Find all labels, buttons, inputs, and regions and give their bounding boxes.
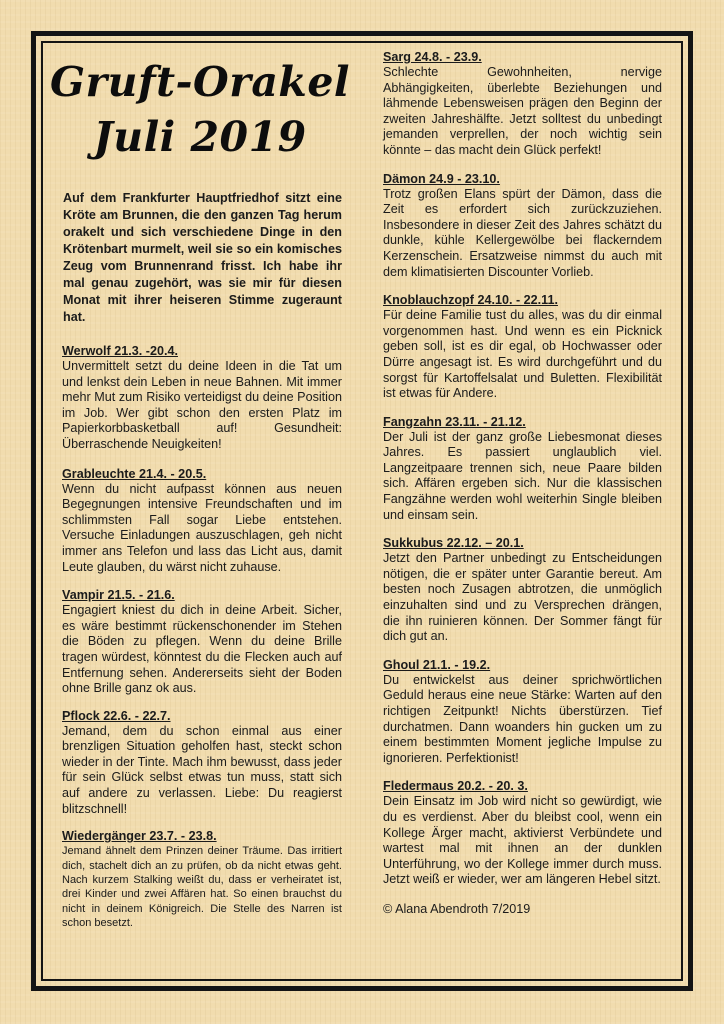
horoscope-entry-fledermaus <box>383 779 662 888</box>
entry-heading: Werwolf 21.3. -20.4. <box>62 344 178 358</box>
horoscope-entry-pflock <box>62 709 342 818</box>
left-column <box>62 344 342 931</box>
horoscope-entry-ghoul <box>383 658 662 767</box>
entry-text: Trotz großen Elans spürt der Dämon, dass die Zeit es erfordert sich zurückzuziehen. Insbesondere in dieser Zeit des Jahres schätzt du dunkle, kühle Kellergewölbe bei flackerndem Kerzenschein. Ersatzweise nimmst du auch mit dem klimatisierten Discounter Vorlieb. <box>383 186 662 279</box>
entry-heading: Wiedergänger 23.7. - 23.8. <box>62 829 217 844</box>
entry-heading: Pflock 22.6. - 22.7. <box>62 708 171 723</box>
entry-text: Der Juli ist der ganz große Liebesmonat dieses Jahres. Es passiert unglaublich viel. Langzeitpaare trennen sich, neue Paare bilden sich. Affären ergeben sich. Nur die klassischen Fangzähne werden wohl weiterhin Single bleiben und einsam sein. <box>383 429 662 522</box>
entry-heading: Dämon 24.9 - 23.10. <box>383 171 500 186</box>
entry-heading: Ghoul 21.1. - 19.2. <box>383 657 491 672</box>
entry-text: Jemand, dem du schon einmal aus einer brenzligen Situation geholfen hast, steckt schon wieder in der Tinte. Mach ihm bewusst, dass jeder für sein Glück selbst etwas tun muss, statt sich auf andere zu verlassen. Liebe: Du reagierst blitzschnell! <box>62 723 342 816</box>
entry-text: Für deine Familie tust du alles, was du dir einmal vorgenommen hast. Und wenn es ein Picknick geben soll, ist es dir egal, ob Hochwasser oder Dürre angesagt ist. Es wird durchgeführt und du sorgst für Kartoffelsalat und Buletten. Flexibilität ist etwas für Andere. <box>383 308 662 401</box>
entry-heading: Knoblauchzopf 24.10. - 22.11. <box>383 293 558 308</box>
right-column <box>383 50 662 917</box>
entry-heading: Fangzahn 23.11. - 21.12. <box>383 414 526 429</box>
entry-text: Wenn du nicht aufpasst können aus neuen Begegnungen intensive Freundschaften und im schlimmsten Fall sogar Liebe entstehen. Versuche Einladungen auszuschlagen, geh nicht immer ans Telefon und lass das Licht aus, damit Leute glauben, du wärst nicht zuhause. <box>62 481 342 574</box>
entry-heading: Vampir 21.5. - 21.6. <box>62 588 175 603</box>
entry-text: Du entwickelst aus deiner sprichwörtlichen Geduld heraus eine neue Stärke: Warten auf den richtigen Zeitpunkt! Nichts überstürzen. Tief durchatmen. Dann woanders hin gucken um zu einem bestimmten Moment jegliche Impulse zu ignorieren. Perfektionist! <box>383 672 662 765</box>
intro-text: Auf dem Frankfurter Hauptfriedhof sitzt eine Kröte am Brunnen, die den ganzen Tag herum orakelt und sich verschiedene Dinge in den Krötenbart murmelt, weil sie so ein komisches Zeug vom Brunnenrand frisst. Ich habe ihr mal genau zugehört, was sie mir für diesen Monat mit ihrer heiseren Stimme zugeraunt hat. <box>63 191 342 324</box>
entry-heading: Grableuchte 21.4. - 20.5. <box>62 466 207 481</box>
entry-text: Jemand ähnelt dem Prinzen deiner Träume. Das irritiert dich, stachelt dich an zu prüfen, ob da nicht etwas geht. Nach kurzem Stalking weißt du, dass er verheiratet ist, drei Kinder und zwei Affären hat. So einen brauchst du nicht in deinem Königreich. Die Stelle des Narren ist schon besetzt. <box>62 845 342 930</box>
horoscope-entry-wiedergaenger <box>62 829 342 930</box>
entry-text: Dein Einsatz im Job wird nicht so gewürdigt, wie du es verdienst. Aber du bleibst cool, wenn ein Kollege Ärger macht, aktivierst Verbündete und wartest mal mit ihnen an der dunklen Unterführung, wo der Kollege immer durch muss. Jetzt weiß er wieder, wer am längeren Hebel sitzt. <box>383 794 662 887</box>
entry-text: Engagiert kniest du dich in deine Arbeit. Sicher, es wäre bestimmt rückenschonender im Stehen die Böden zu pflegen. Wenn du deine Brille tragen würdest, könntest du die Flecken auch auf Entfernung sehen. Andererseits sieht der Boden ohne Brille ganz ok aus. <box>62 603 342 696</box>
entry-text: Jetzt den Partner unbedingt zu Entscheidungen nötigen, die er später unter Garantie bereut. Am besten noch Zusagen abtrotzen, die unmöglich einzuhalten sind und zu Versprechen drängen, die ihn ruinieren können. Der Sommer fängt für dich gut an. <box>383 551 662 644</box>
horoscope-entry-sukkubus <box>383 536 662 645</box>
page-subtitle-date: Juli 2019 <box>93 113 307 161</box>
page-title: Gruft-Orakel <box>50 58 350 106</box>
horoscope-entry-werwolf <box>62 344 342 453</box>
entry-heading: Sukkubus 22.12. – 20.1. <box>383 536 524 551</box>
horoscope-entry-knoblauchzopf <box>383 293 662 402</box>
horoscope-entry-vampir <box>62 588 342 697</box>
entry-heading: Sarg 24.8. - 23.9. <box>383 50 482 64</box>
entry-text: Schlechte Gewohnheiten, nervige Abhängigkeiten, überlebte Beziehungen und lähmende Lebensweisen prägen den Beginn der zweiten Jahreshälfte. Jetzt solltest du unbedingt jemanden verprellen, der noch wichtig sein könnte – das macht dein Glück perfekt! <box>383 65 662 157</box>
horoscope-entry-grableuchte <box>62 467 342 576</box>
copyright-credit: © Alana Abendroth 7/2019 <box>383 901 531 916</box>
horoscope-entry-daemon <box>383 172 662 281</box>
horoscope-entry-fangzahn <box>383 415 662 524</box>
entry-heading: Fledermaus 20.2. - 20. 3. <box>383 779 528 794</box>
entry-text: Unvermittelt setzt du deine Ideen in die Tat um und lenkst dein Leben in neue Bahnen. Mit immer mehr Mut zum Risiko verteidigst du deine Position im Job. Wer gibt schon den ersten Platz im Papierkorbbasketball auf! Gesundheit: Überraschende Neuigkeiten! <box>62 359 342 451</box>
horoscope-entry-sarg <box>383 50 662 159</box>
